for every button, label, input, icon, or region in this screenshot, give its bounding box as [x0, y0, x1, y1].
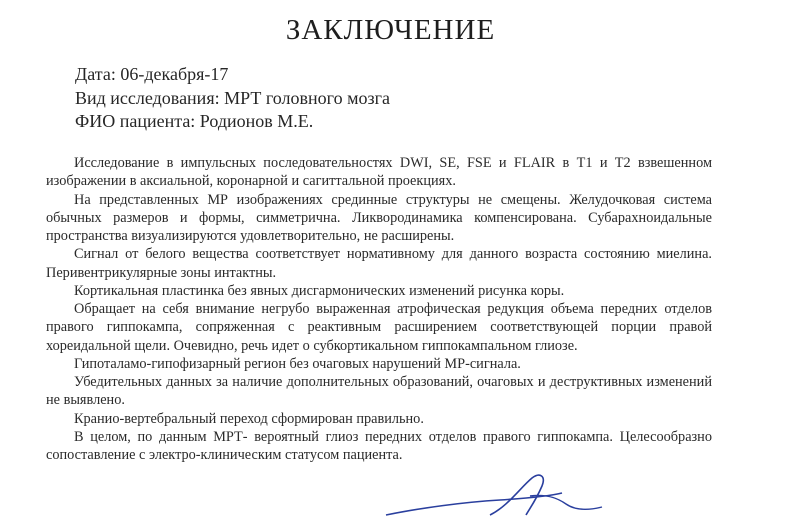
exam-date: Дата: 06-декабря-17 [75, 64, 229, 84]
conclusion-body [46, 154, 712, 464]
paragraph-sequences: Исследование в импульсных последовательностях DWI, SE, FSE и FLAIR в Т1 и Т2 взвешенном изображении в аксиальной, коронарной и сагиттальной проекциях. [46, 155, 712, 190]
paragraph-ventricles: На представленных МР изображениях срединные структуры не смещены. Желудочковая система обычных размеров и формы, симметрична. Ликвородинамика компенсирована. Субарахноидальные пространства визуализируются удовлетворительно, не расширены. [46, 191, 712, 244]
paragraph-craniovertebral: Кранио-вертебральный переход сформирован правильно. [74, 410, 424, 427]
document-title: ЗАКЛЮЧЕНИЕ [285, 14, 496, 46]
study-type: Вид исследования: МРТ головного мозга [75, 88, 390, 108]
paragraph-hippocampus: Обращает на себя внимание негрубо выраженная атрофическая редукция объема передних отделов правого гиппокампа, сопряженная с реактивным расширением соответствующей порции правой хореидальной щели. Очевидно, речь идет о субкортикальном гиппокампальном глиозе. [46, 301, 712, 354]
signature [380, 466, 630, 516]
paragraph-no-lesions: Убедительных данных за наличие дополнительных образований, очаговых и деструктивных изменений не выявлено. [46, 374, 712, 409]
paragraph-summary: В целом, по данным МРТ- вероятный глиоз передних отделов правого гиппокампа. Целесообразно сопоставление с электро-клиническим статусом пациента. [46, 428, 712, 463]
paragraph-white-matter: Сигнал от белого вещества соответствует нормативному для данного возраста состоянию миелина. Перивентрикулярные зоны интактны. [46, 246, 712, 281]
paragraph-cortex: Кортикальная пластинка без явных дисгармонических изменений рисунка коры. [74, 282, 565, 299]
paragraph-pituitary: Гипоталамо-гипофизарный регион без очаговых нарушений МР-сигнала. [74, 355, 521, 372]
patient-name: ФИО пациента: Родионов М.Е. [75, 111, 314, 131]
